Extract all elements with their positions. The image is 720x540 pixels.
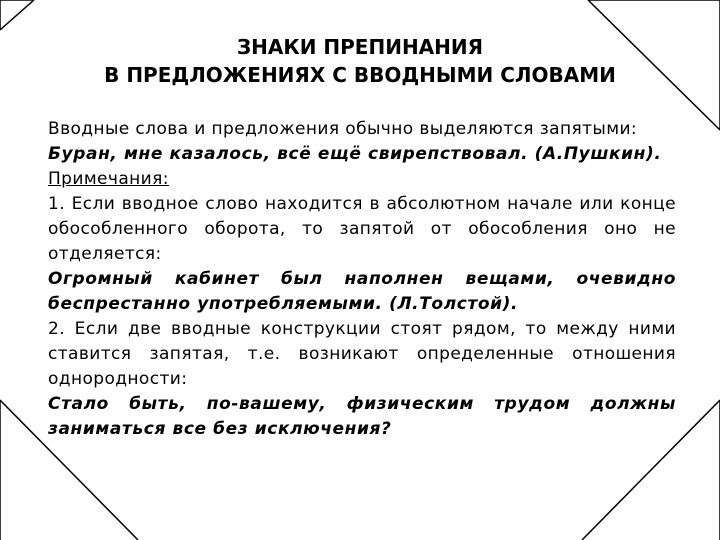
notes-heading: Примечания: bbox=[48, 169, 169, 189]
slide-title bbox=[0, 33, 720, 89]
corner-top-left bbox=[0, 0, 34, 30]
rule-2: 2. Если две вводные конструкции стоят рядом, то между ними ставится запятая, т.е. возникают определенные отношения однородности: bbox=[48, 319, 676, 389]
title-line-2: В ПРЕДЛОЖЕНИЯХ С ВВОДНЫМИ СЛОВАМИ bbox=[104, 63, 616, 87]
example-1: Буран, мне казалось, всё ещё свирепствовал. (А.Пушкин). bbox=[48, 144, 662, 164]
intro-text: Вводные слова и предложения обычно выделяются запятыми: bbox=[48, 119, 638, 139]
example-3: Стало быть, по-вашему, физическим трудом должны заниматься все без исключения? bbox=[48, 394, 676, 439]
title-line-1: ЗНАКИ ПРЕПИНАНИЯ bbox=[236, 35, 484, 59]
rule-1: 1. Если вводное слово находится в абсолютном начале или конце обособленного оборота, то запятой от обособления оно не отделяется: bbox=[48, 194, 676, 264]
example-2: Огромный кабинет был наполнен вещами, очевидно беспрестанно употребляемыми. (Л.Толстой). bbox=[48, 269, 676, 314]
slide-body bbox=[48, 117, 676, 442]
